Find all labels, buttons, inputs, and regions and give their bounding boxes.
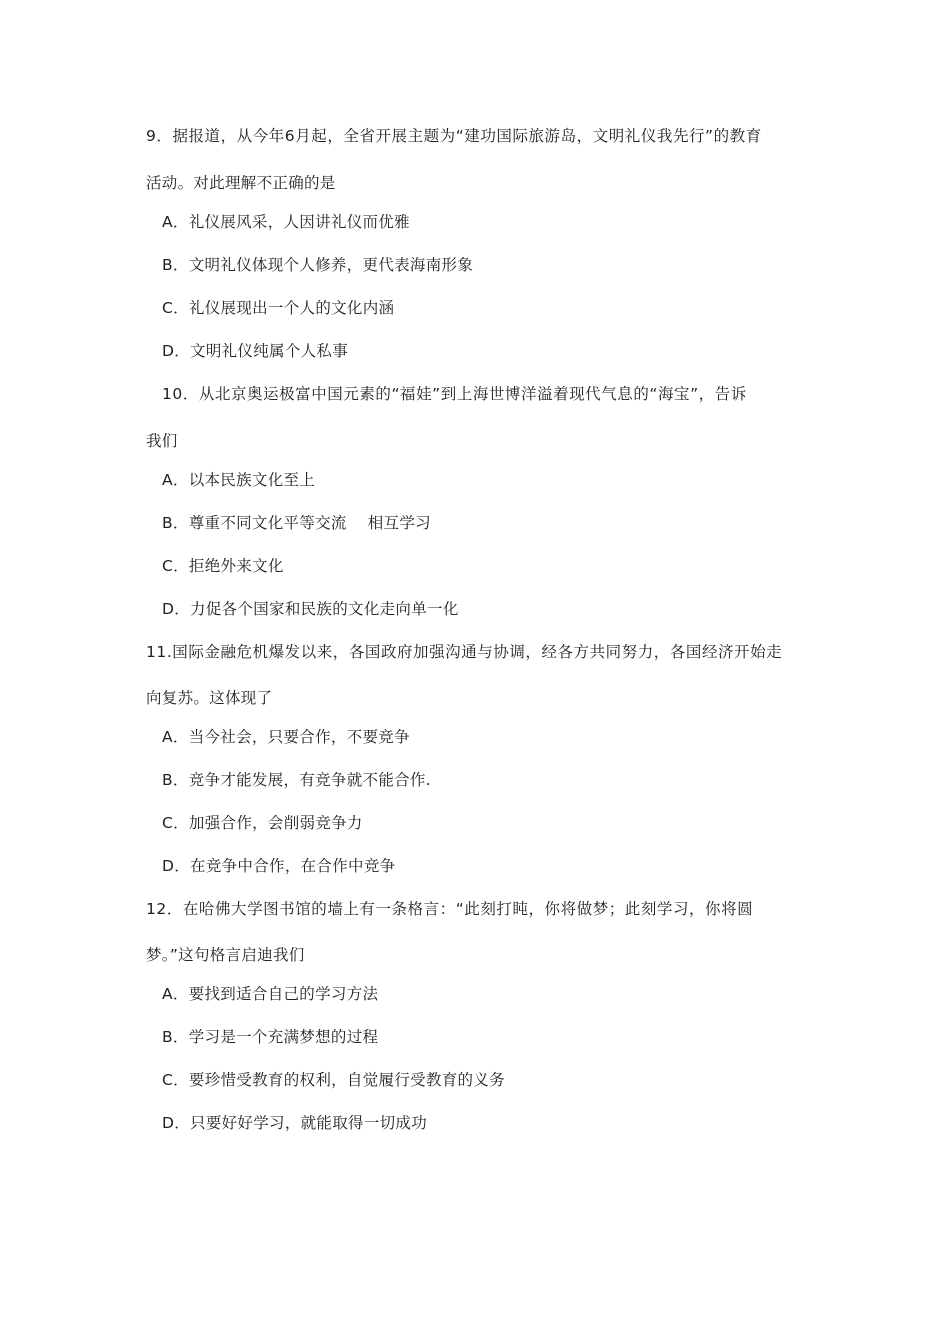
question-12-option-c: C．要珍惜受教育的权利，自觉履行受教育的义务 bbox=[162, 1071, 505, 1089]
question-12-stem-line-2: 梦。”这句格言启迪我们 bbox=[146, 946, 305, 964]
question-11-option-a: A．当今社会，只要合作，不要竞争 bbox=[162, 728, 410, 746]
question-12-option-b: B．学习是一个充满梦想的过程 bbox=[162, 1028, 379, 1046]
question-10-option-d: D．力促各个国家和民族的文化走向单一化 bbox=[162, 600, 459, 618]
question-12-option-a: A．要找到适合自己的学习方法 bbox=[162, 985, 379, 1003]
question-12-option-d: D．只要好好学习，就能取得一切成功 bbox=[162, 1114, 428, 1132]
question-10-option-c: C．拒绝外来文化 bbox=[162, 557, 284, 575]
question-9-option-a: A．礼仪展风采，人因讲礼仪而优雅 bbox=[162, 213, 410, 231]
question-9-stem-line-1: 9．据报道，从今年6月起，全省开展主题为“建功国际旅游岛，文明礼仪我先行”的教育 bbox=[146, 127, 762, 145]
question-10-option-b: B．尊重不同文化平等交流 相互学习 bbox=[162, 514, 431, 532]
question-9-option-c: C．礼仪展现出一个人的文化内涵 bbox=[162, 299, 395, 317]
question-11-stem-line-1: 11.国际金融危机爆发以来，各国政府加强沟通与协调，经各方共同努力，各国经济开始走 bbox=[146, 643, 783, 661]
question-10-stem-line-1: 10．从北京奥运极富中国元素的“福娃”到上海世博洋溢着现代气息的“海宝”，告诉 bbox=[162, 385, 747, 403]
question-10-stem-line-2: 我们 bbox=[146, 432, 178, 450]
question-9-stem-line-2: 活动。对此理解不正确的是 bbox=[146, 174, 336, 192]
question-11-option-b: B．竞争才能发展，有竞争就不能合作. bbox=[162, 771, 431, 789]
question-11-stem-line-2: 向复苏。这体现了 bbox=[146, 689, 273, 707]
question-9-option-d: D．文明礼仪纯属个人私事 bbox=[162, 342, 349, 360]
question-11-option-c: C．加强合作，会削弱竞争力 bbox=[162, 814, 363, 832]
question-11-option-d: D．在竞争中合作，在合作中竞争 bbox=[162, 857, 396, 875]
question-12-stem-line-1: 12．在哈佛大学图书馆的墙上有一条格言：“此刻打盹，你将做梦；此刻学习，你将圆 bbox=[146, 900, 754, 918]
question-10-option-a: A．以本民族文化至上 bbox=[162, 471, 316, 489]
question-9-option-b: B．文明礼仪体现个人修养，更代表海南形象 bbox=[162, 256, 474, 274]
